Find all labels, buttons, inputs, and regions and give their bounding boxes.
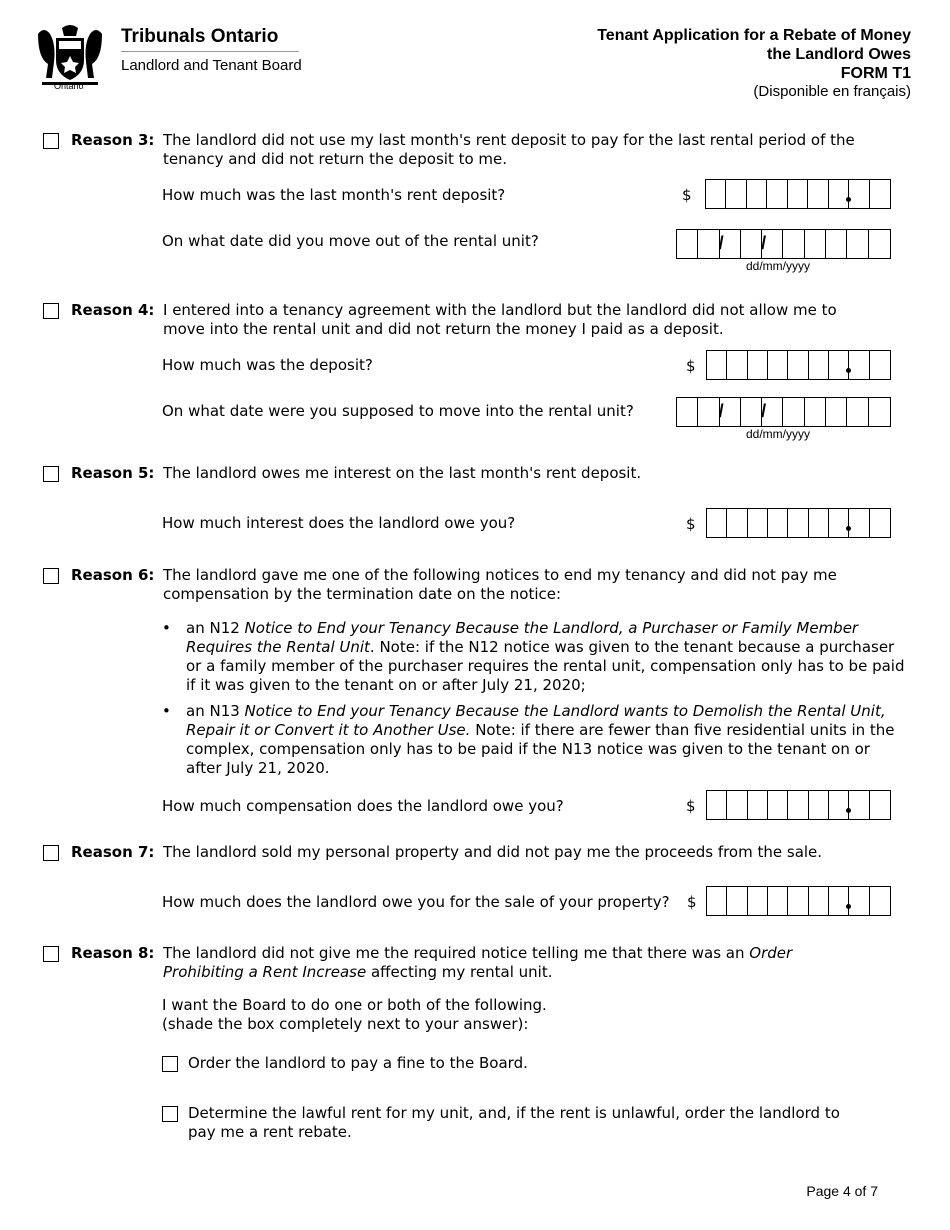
reason3-deposit-amount-field[interactable]: [705, 179, 891, 209]
n13-prefix: an N13: [186, 702, 245, 720]
reason8-instruction: I want the Board to do one or both of the following.: [162, 996, 547, 1014]
dollar-sign: $: [686, 515, 696, 533]
form-title-line1: Tenant Application for a Rebate of Money: [597, 27, 911, 44]
reason4-movein-date-field[interactable]: [676, 397, 891, 427]
n13-note: Note: if there are fewer than five residential units in the complex, compensation only has to be paid if the N13 notice was given to the tenant on or after July 21, 2020.: [186, 721, 895, 777]
reason8-order-title: Order Prohibiting a Rent Increase: [163, 944, 793, 981]
reason5-label: Reason 5:: [71, 464, 155, 482]
reason8-instruction-note: (shade the box completely next to your answer):: [162, 1015, 529, 1033]
reason6-text: The landlord gave me one of the following notices to end my tenancy and did not pay me compensation by the termination date on the notice:: [163, 566, 837, 603]
reason3-label: Reason 3:: [71, 131, 155, 149]
n12-prefix: an N12: [186, 619, 245, 637]
reason4-label: Reason 4:: [71, 301, 155, 319]
dollar-sign: $: [686, 797, 696, 815]
reason8-lawful-rent-option: Determine the lawful rent for my unit, and, if the rent is unlawful, order the landlord to pay me a rent rebate.: [188, 1104, 840, 1141]
ontario-label: Ontario: [54, 81, 84, 91]
reason3-moveout-question: On what date did you move out of the rental unit?: [162, 232, 539, 250]
reason7-checkbox[interactable]: [43, 845, 59, 861]
reason8-text: The landlord did not give me the required notice telling me that there was an: [163, 944, 750, 962]
reason5-text: The landlord owes me interest on the last month's rent deposit.: [163, 464, 642, 482]
bullet-dot: •: [162, 702, 171, 720]
date-format-hint: dd/mm/yyyy: [746, 427, 811, 441]
reason4-deposit-question: How much was the deposit?: [162, 356, 373, 374]
reason8-fine-checkbox[interactable]: [162, 1056, 178, 1072]
reason3-text: The landlord did not use my last month's rent deposit to pay for the last rental period of the tenancy and did not return the deposit to me.: [163, 131, 855, 168]
reason8-fine-option: Order the landlord to pay a fine to the Board.: [188, 1054, 528, 1072]
reason4-movein-question: On what date were you supposed to move into the rental unit?: [162, 402, 634, 420]
n12-notice-title: Notice to End your Tenancy Because the Landlord, a Purchaser or Family Member Requires the Rental Unit: [186, 619, 859, 656]
reason5-interest-amount-field[interactable]: [706, 508, 891, 538]
reason3-checkbox[interactable]: [43, 133, 59, 149]
org-divider: [121, 51, 299, 52]
reason6-compensation-question: How much compensation does the landlord owe you?: [162, 797, 564, 815]
french-availability: (Disponible en français): [753, 83, 911, 100]
reason4-deposit-amount-field[interactable]: [706, 350, 891, 380]
bullet-dot: •: [162, 619, 171, 637]
reason8-checkbox[interactable]: [43, 946, 59, 962]
reason7-sale-amount-field[interactable]: [706, 886, 891, 916]
n13-notice-title: Notice to End your Tenancy Because the Landlord wants to Demolish the Rental Unit, Repair it or Convert it to Another Use.: [186, 702, 886, 739]
form-title-line2: the Landlord Owes: [766, 46, 911, 63]
org-subtitle: Landlord and Tenant Board: [121, 57, 302, 74]
reason8-lawful-rent-checkbox[interactable]: [162, 1106, 178, 1122]
reason5-interest-question: How much interest does the landlord owe you?: [162, 514, 516, 532]
reason6-checkbox[interactable]: [43, 568, 59, 584]
org-name: Tribunals Ontario: [121, 26, 279, 47]
reason7-label: Reason 7:: [71, 843, 155, 861]
date-format-hint: dd/mm/yyyy: [746, 259, 811, 273]
form-title-block: [597, 26, 911, 101]
reason7-sale-question: How much does the landlord owe you for the sale of your property?: [162, 893, 670, 911]
page-number: Page 4 of 7: [806, 1183, 878, 1199]
reason4-text: I entered into a tenancy agreement with the landlord but the landlord did not allow me to move into the rental unit and did not return the money I paid as a deposit.: [163, 301, 837, 338]
reason6-compensation-amount-field[interactable]: [706, 790, 891, 820]
dollar-sign: $: [682, 186, 692, 204]
reason6-label: Reason 6:: [71, 566, 155, 584]
reason4-checkbox[interactable]: [43, 303, 59, 319]
reason7-text: The landlord sold my personal property and did not pay me the proceeds from the sale.: [163, 843, 823, 861]
reason3-deposit-question: How much was the last month's rent deposit?: [162, 186, 506, 204]
reason8-label: Reason 8:: [71, 944, 155, 962]
dollar-sign: $: [686, 357, 696, 375]
reason8-text-end: affecting my rental unit.: [366, 963, 553, 981]
reason3-moveout-date-field[interactable]: [676, 229, 891, 259]
n12-note: . Note: if the N12 notice was given to the tenant because a purchaser or a family member of the purchaser requires the rental unit, compensation only has to be paid if it was given to the tenant on or after July 21, 2020;: [186, 638, 905, 694]
dollar-sign: $: [687, 893, 697, 911]
reason5-checkbox[interactable]: [43, 466, 59, 482]
form-id: FORM T1: [840, 65, 911, 82]
